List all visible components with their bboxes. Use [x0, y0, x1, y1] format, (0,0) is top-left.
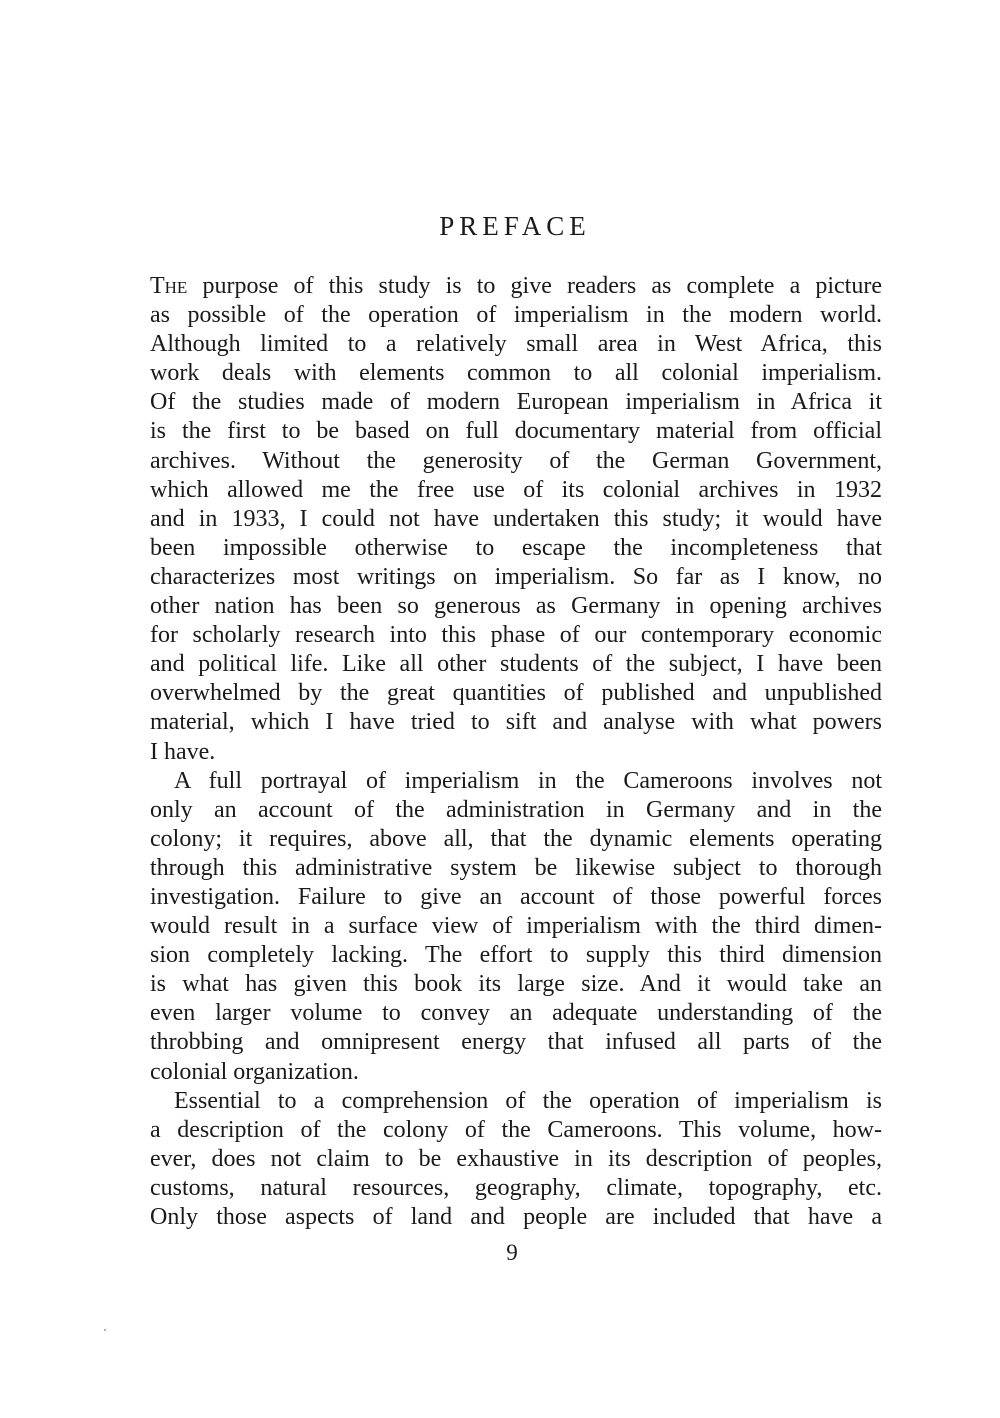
text-line: Essential to a comprehension of the operation of imperialism is	[174, 1087, 882, 1114]
text-line: been impossible otherwise to escape the incompleteness that	[150, 534, 882, 561]
text-line: even larger volume to convey an adequate understanding of the	[150, 1000, 882, 1027]
drop-word: The	[150, 273, 188, 299]
text-line: Only those aspects of land and people are included that have a	[150, 1204, 882, 1230]
text-line: customs, natural resources, geography, climate, topography, etc.	[150, 1174, 882, 1201]
text-line: would result in a surface view of imperialism with the third dimen-	[150, 913, 882, 940]
text-line: and in 1933, I could not have undertaken this study; it would have	[150, 505, 882, 532]
text-line: is the first to be based on full documentary material from official	[150, 418, 882, 445]
text-line: through this administrative system be likewise subject to thorough	[150, 854, 882, 881]
text-line: Although limited to a relatively small area in West Africa, this	[150, 331, 882, 358]
text-line: and political life. Like all other students of the subject, I have been	[150, 651, 882, 678]
text-line: work deals with elements common to all colonial imperialism.	[150, 360, 882, 387]
page-number: 9	[506, 1240, 518, 1265]
text-line: as possible of the operation of imperialism in the modern world.	[150, 302, 882, 329]
text-line: is what has given this book its large size. And it would take an	[150, 971, 882, 998]
text-line: a description of the colony of the Cameroons. This volume, how-	[150, 1116, 882, 1143]
text-line: which allowed me the free use of its colonial archives in 1932	[150, 476, 882, 503]
page-title: PREFACE	[439, 211, 591, 241]
text-line: colony; it requires, above all, that the dynamic elements operating	[150, 825, 882, 852]
text-line: characterizes most writings on imperialism. So far as I know, no	[150, 563, 882, 590]
text-line: for scholarly research into this phase of our contemporary economic	[150, 622, 882, 649]
text-line: material, which I have tried to sift and analyse with what powers	[150, 709, 882, 736]
text-line: throbbing and omnipresent energy that infused all parts of the	[150, 1029, 882, 1056]
preface-body	[150, 272, 882, 1232]
text-line: investigation. Failure to give an account of those powerful forces	[150, 883, 882, 910]
text-line: I have.	[150, 738, 216, 765]
text-line: only an account of the administration in Germany and in the	[150, 796, 882, 823]
text-line: sion completely lacking. The effort to supply this third dimension	[150, 942, 882, 969]
text-line: The purpose of this study is to give readers as complete a picture	[150, 273, 882, 299]
text-line: Of the studies made of modern European imperialism in Africa it	[150, 389, 882, 416]
text-line: colonial organization.	[150, 1058, 359, 1085]
text-line: other nation has been so generous as Germany in opening archives	[150, 593, 882, 620]
text-line: A full portrayal of imperialism in the Cameroons involves not	[174, 767, 882, 794]
text-line: ever, does not claim to be exhaustive in its description of peoples,	[150, 1145, 882, 1172]
text-line: archives. Without the generosity of the German Government,	[150, 447, 882, 474]
text-line: overwhelmed by the great quantities of published and unpublished	[150, 680, 882, 707]
scan-speck	[104, 1329, 106, 1331]
